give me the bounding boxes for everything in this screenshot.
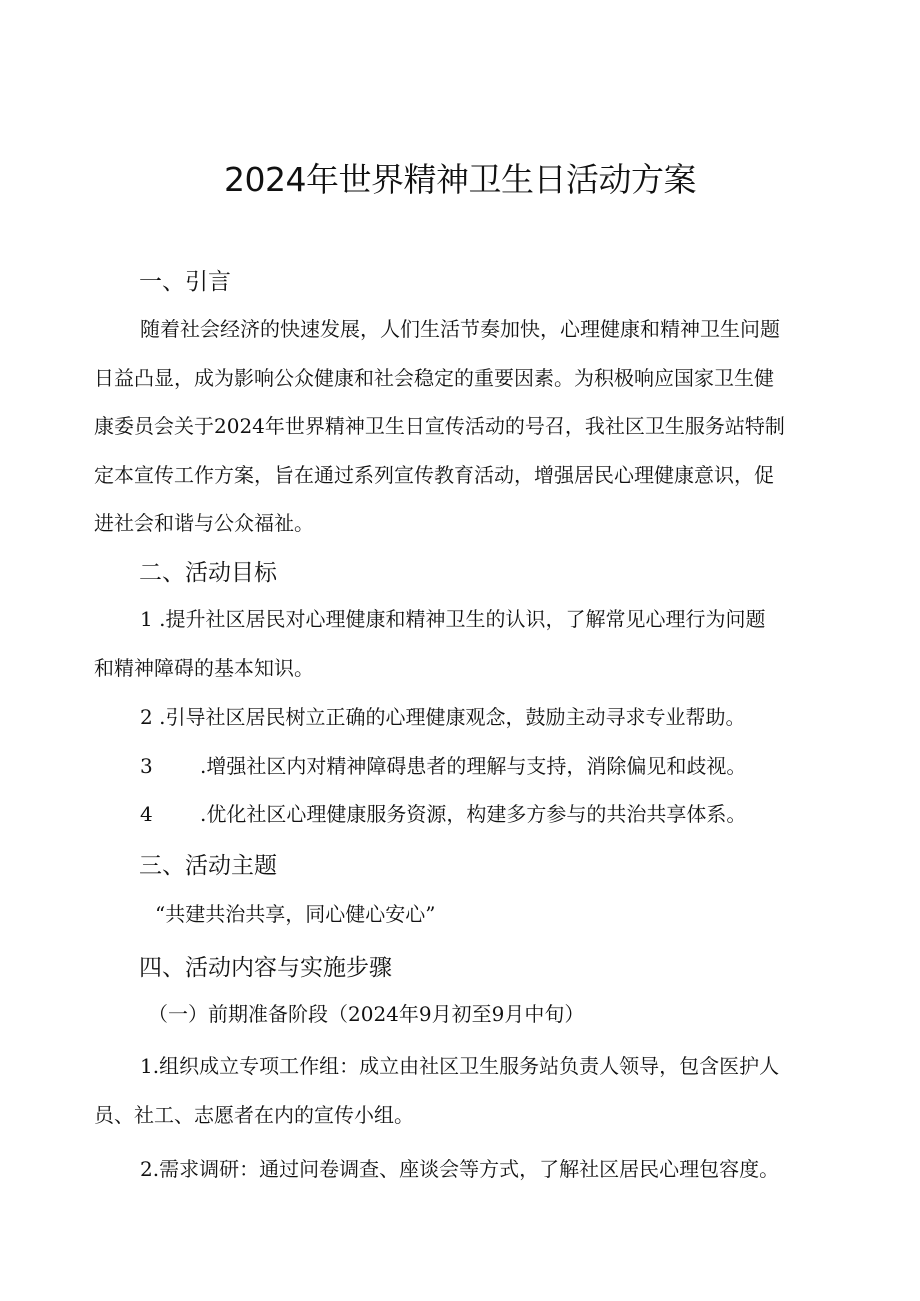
intro-line-2: 日益凸显，成为影响公众健康和社会稳定的重要因素。为积极响应国家卫生健 xyxy=(94,366,774,390)
section-heading-introduction: 一、引言 xyxy=(139,269,231,295)
intro-line-4: 定本宣传工作方案，旨在通过系列宣传教育活动，增强居民心理健康意识，促 xyxy=(94,463,774,487)
phase-preparation: （一）前期准备阶段（2024年9月初至9月中旬） xyxy=(148,1002,585,1026)
intro-line-1: 随着社会经济的快速发展，人们生活节奏加快，心理健康和精神卫生问题 xyxy=(140,317,780,341)
goal-item-2: 2 .引导社区居民树立正确的心理健康观念，鼓励主动寻求专业帮助。 xyxy=(140,705,746,729)
activity-theme: “共建共治共享，同心健心安心” xyxy=(155,902,436,926)
step-1-line-2: 员、社工、志愿者在内的宣传小组。 xyxy=(94,1103,414,1127)
goal-item-3-text: .增强社区内对精神障碍患者的理解与支持，消除偏见和歧视。 xyxy=(200,754,747,778)
step-1-line-1: 1.组织成立专项工作组：成立由社区卫生服务站负责人领导，包含医护人 xyxy=(140,1054,780,1078)
goal-item-1-line-1: 1 .提升社区居民对心理健康和精神卫生的认识，了解常见心理行为问题 xyxy=(140,607,766,631)
section-heading-theme: 三、活动主题 xyxy=(139,853,277,879)
goal-item-3-number: 3 xyxy=(140,754,153,778)
document-title: 2024年世界精神卫生日活动方案 xyxy=(224,160,696,199)
section-heading-content-steps: 四、活动内容与实施步骤 xyxy=(139,955,392,981)
intro-line-5: 进社会和谐与公众福祉。 xyxy=(94,511,314,535)
goal-item-4-text: .优化社区心理健康服务资源，构建多方参与的共治共享体系。 xyxy=(200,802,747,826)
intro-line-3: 康委员会关于2024年世界精神卫生日宣传活动的号召，我社区卫生服务站特制 xyxy=(94,414,785,438)
step-2: 2.需求调研：通过问卷调查、座谈会等方式，了解社区居民心理包容度。 xyxy=(140,1157,780,1181)
goal-item-1-line-2: 和精神障碍的基本知识。 xyxy=(94,656,314,680)
goal-item-4-number: 4 xyxy=(140,802,153,826)
section-heading-goals: 二、活动目标 xyxy=(139,560,277,586)
